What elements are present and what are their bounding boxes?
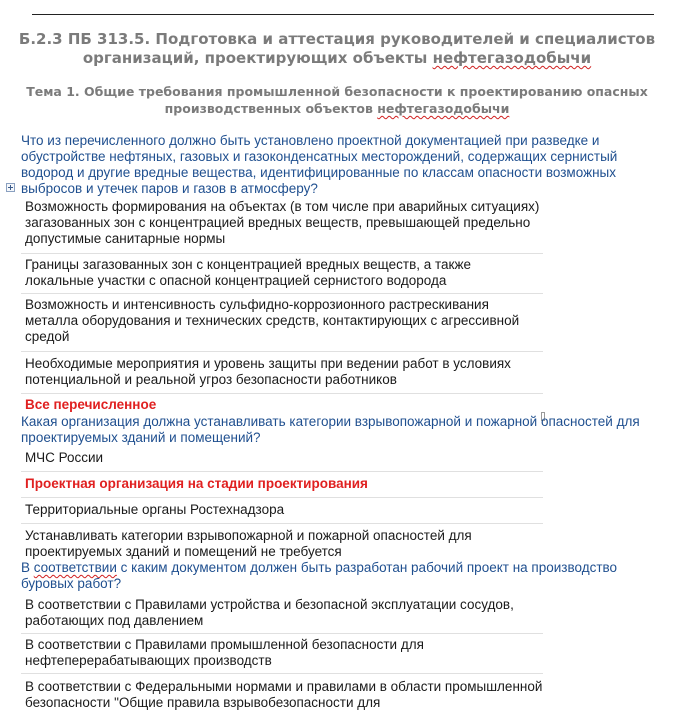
question-2-answer-4[interactable] xyxy=(21,528,543,562)
top-rule xyxy=(32,14,654,15)
question-1-answer-4[interactable] xyxy=(21,356,543,394)
answer-text: МЧС России xyxy=(25,450,104,465)
question-1-answer-5-correct[interactable] xyxy=(21,397,543,415)
question-3-text-end: с каким документом должен быть разработан рабочий проект на производство буровых работ? xyxy=(21,560,618,591)
question-2-answer-2-correct[interactable] xyxy=(21,476,543,498)
answer-text: Необходимые мероприятия и уровень защиты при ведении работ в условиях потенциальной и реальной угроз безопасности работников xyxy=(25,356,511,387)
question-1-answer-2[interactable] xyxy=(21,257,543,294)
question-1: Что из перечисленного должно быть установлено проектной документацией при разведке и обустройстве нефтяных, газовых и газоконденсатных месторождений, содержащих сернистый водород и другие вредные вещества, идентифицированные по классам опасности возможных выбросов и утечек паров и газов в атмосферу? xyxy=(21,133,618,196)
document-title xyxy=(14,30,660,68)
expand-plus-icon[interactable] xyxy=(6,183,15,192)
question-3-answer-3[interactable] xyxy=(21,679,543,714)
question-3-misspelled-word: соответствии xyxy=(33,560,117,575)
question-1-answer-1[interactable] xyxy=(21,199,543,254)
topic-misspelled-word: нефтегазодобычи xyxy=(377,101,510,116)
question-3-answer-1[interactable] xyxy=(21,597,543,634)
question-1-answer-3[interactable] xyxy=(21,297,543,352)
title-line-1: Б.2.3 ПБ 313.5. Подготовка и аттестация руководителей и специалистов xyxy=(18,30,656,48)
question-2-answer-1[interactable] xyxy=(21,450,543,472)
title-misspelled-word: нефтегазодобычи xyxy=(432,49,592,67)
topic-line-1: Тема 1. Общие требования промышленной безопасности к проектированию опасных xyxy=(26,84,648,99)
answer-text: В соответствии с Федеральными нормами и правилами в области промышленной безопасности "Общие правила взрывобезопасности для xyxy=(25,679,543,710)
topic-line-2-text: производственных объектов xyxy=(164,101,378,116)
title-line-2-text: организаций, проектирующих объекты xyxy=(82,49,433,67)
answer-text: Устанавливать категории взрывопожарной и пожарной опасностей для проектируемых зданий и помещений не требуется xyxy=(25,528,472,559)
answer-text: Территориальные органы Ростехнадзора xyxy=(25,502,285,517)
correct-answer-text: Проектная организация на стадии проектирования xyxy=(25,476,368,491)
question-3 xyxy=(21,560,641,592)
answer-text: Возможность формирования на объектах (в том числе при аварийных ситуациях) загазованных зон с концентрацией вредных веществ, превышающей предельно допустимые санитарные нормы xyxy=(25,199,540,246)
answer-text: В соответствии с Правилами устройства и безопасной эксплуатации сосудов, работающих под давлением xyxy=(25,597,514,628)
topic-line-2 xyxy=(14,100,660,117)
topic-heading xyxy=(14,83,660,117)
title-line-2 xyxy=(14,49,660,68)
answer-text: Возможность и интенсивность сульфидно-коррозионного растрескивания металла оборудования и технических средств, контактирующих с агрессивной средой xyxy=(25,297,520,344)
question-2-answer-3[interactable] xyxy=(21,502,543,524)
answer-text: Границы загазованных зон с концентрацией вредных веществ, а также локальные участки с опасной концентрацией сернистого водорода xyxy=(25,257,471,288)
question-3-text-start: В xyxy=(21,560,34,575)
correct-answer-text: Все перечисленное xyxy=(25,397,157,412)
question-3-answer-2[interactable] xyxy=(21,637,543,674)
answer-text: В соответствии с Правилами промышленной безопасности для нефтеперерабатывающих производств xyxy=(25,637,424,668)
question-2: Какая организация должна устанавливать категории взрывопожарной и пожарной опасностей для проектируемых зданий и помещений? xyxy=(21,414,640,445)
